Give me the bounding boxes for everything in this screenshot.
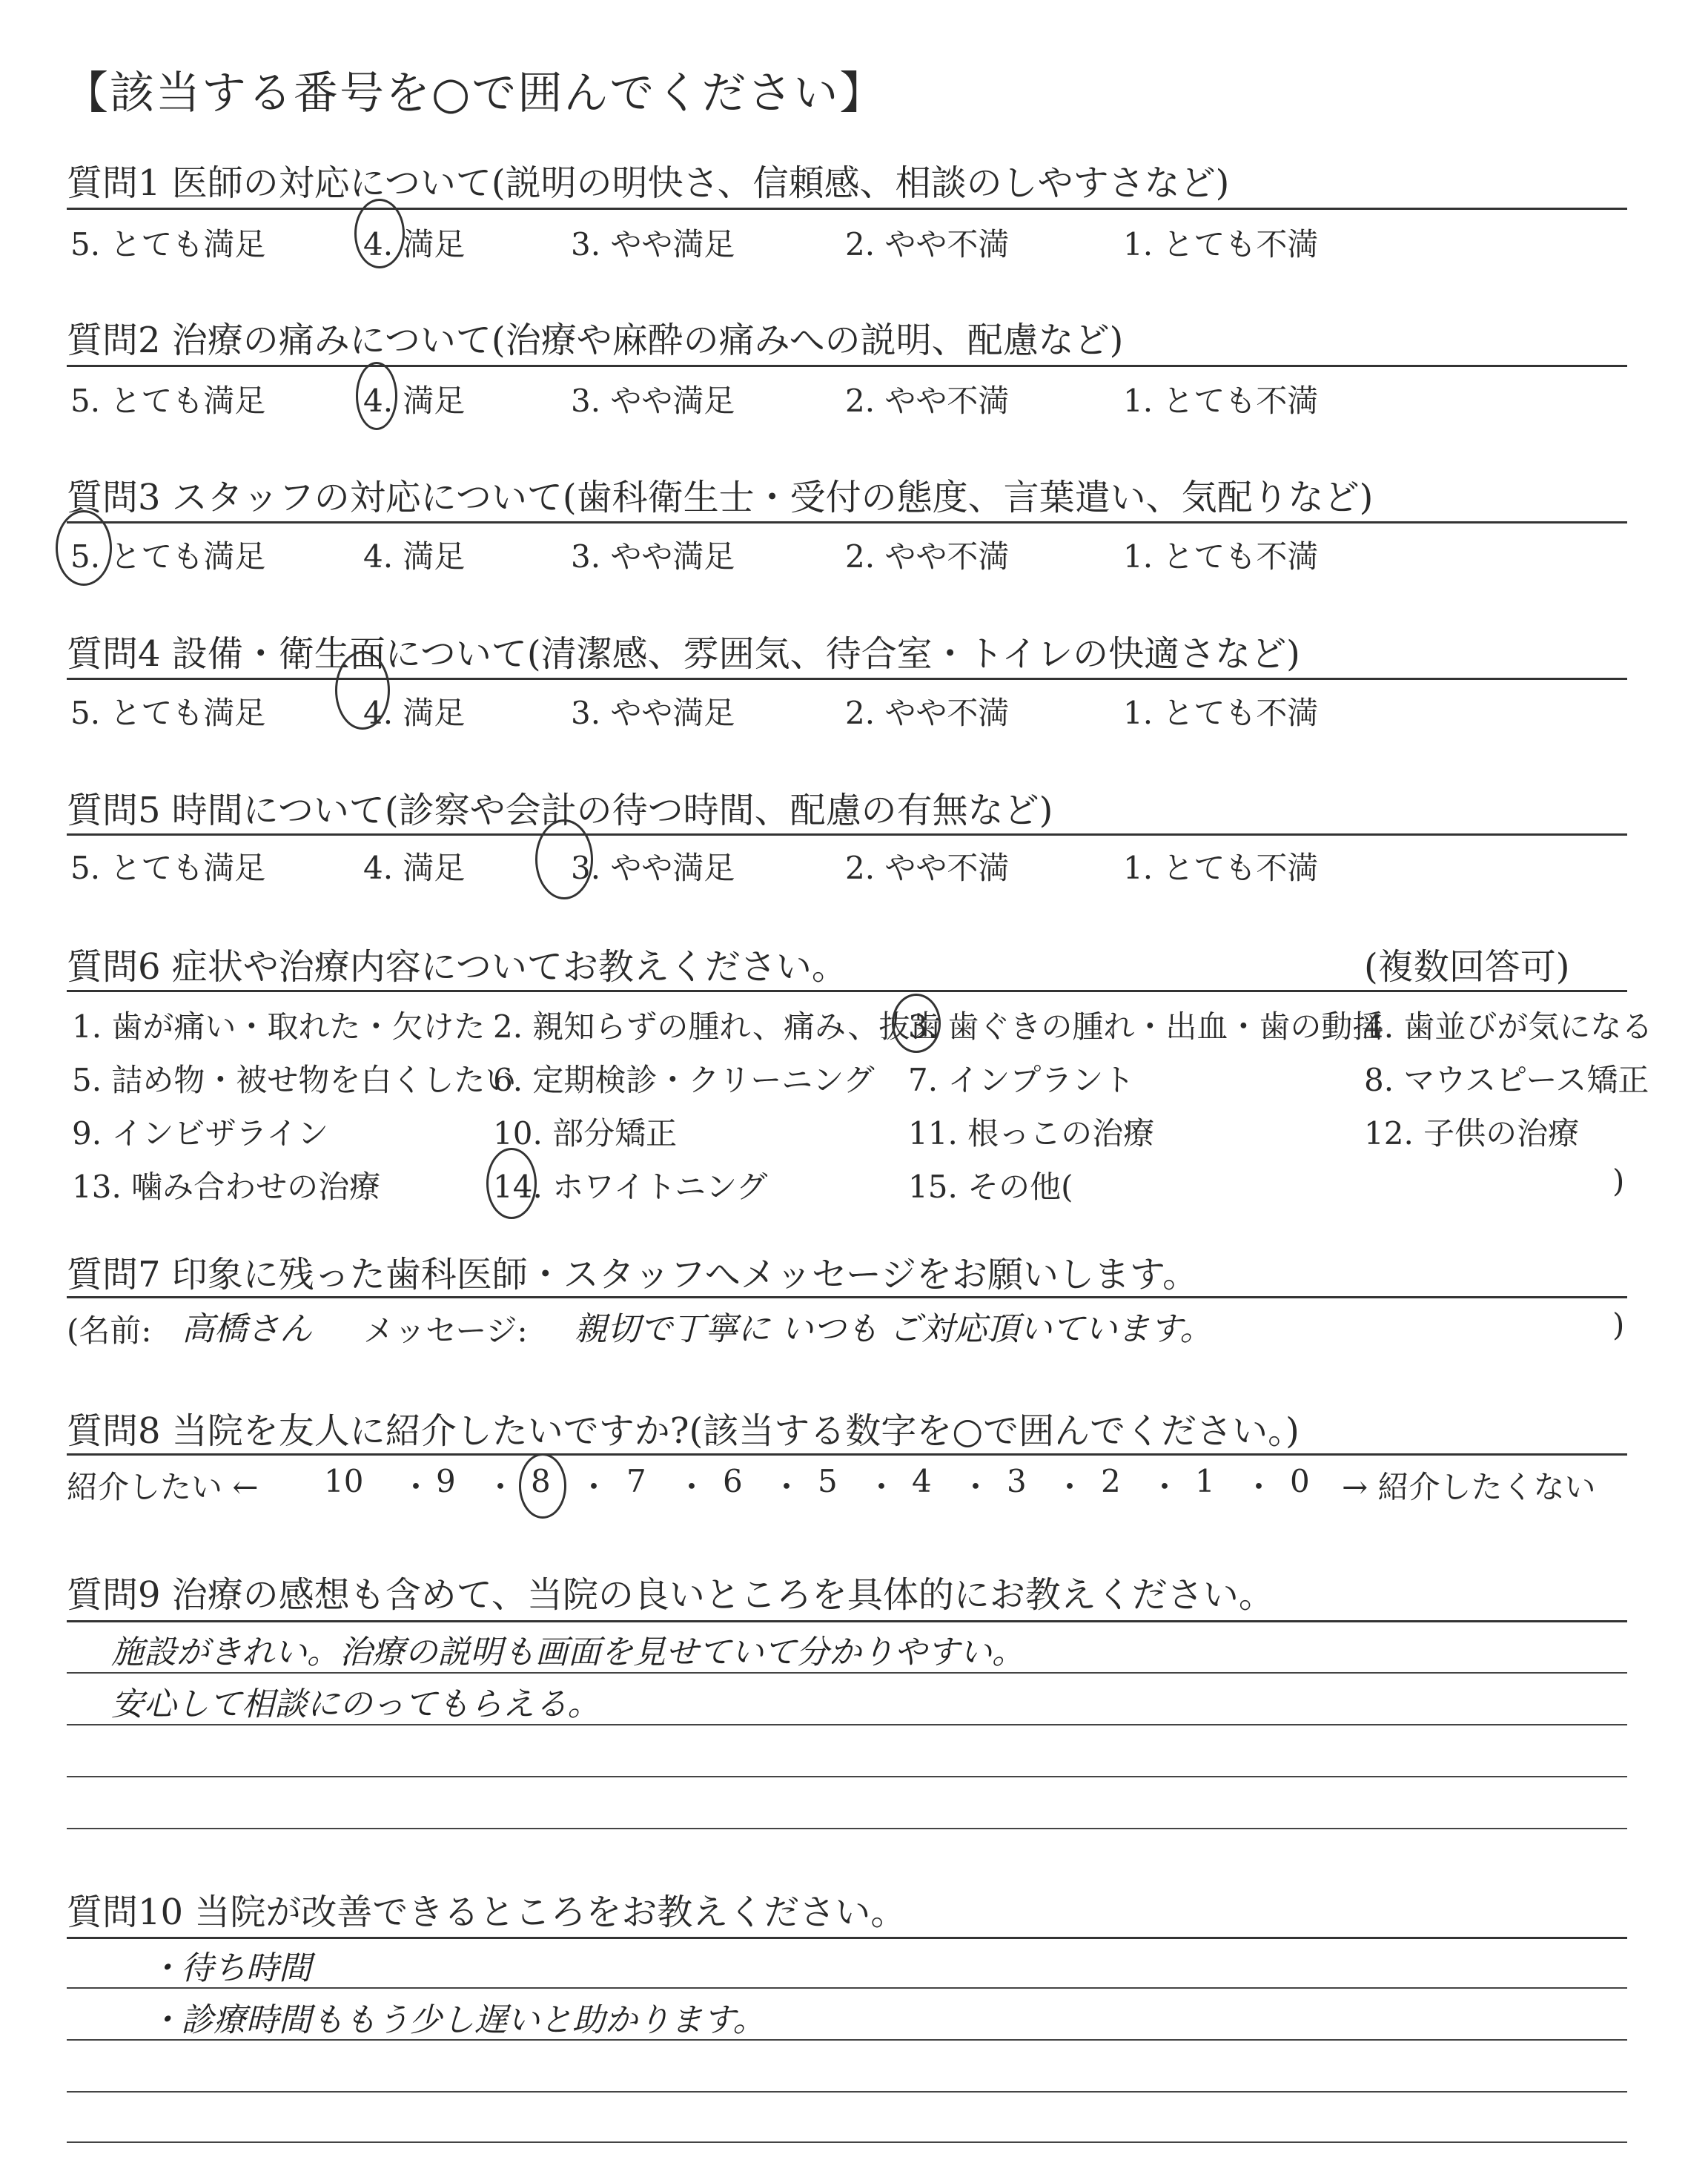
q3-option-4[interactable]: 4. 満足 [363, 538, 466, 575]
q6-option-8[interactable]: 8. マウスピース矯正 [1364, 1062, 1649, 1098]
q3-option-2[interactable]: 2. やや不満 [845, 538, 1010, 575]
q6-option-5[interactable]: 5. 詰め物・被せ物を白くしたい [72, 1062, 517, 1098]
q1-label: 質問1 医師の対応について(説明の明快さ、信頼感、相談のしやすさなど) [67, 162, 1230, 204]
q3-label: 質問3 スタッフの対応について(歯科衛生士・受付の態度、言葉遣い、気配りなど) [67, 477, 1374, 518]
q7-message-label: メッセージ: [363, 1312, 528, 1349]
q8-left-label: 紹介したい ← [67, 1469, 259, 1505]
q6-option-13[interactable]: 13. 噛み合わせの治療 [72, 1169, 381, 1205]
q8-scale-6[interactable]: 6 [723, 1463, 743, 1499]
q8-separator: ・ [1243, 1469, 1275, 1505]
q8-separator: ・ [485, 1469, 517, 1505]
q7-name-value[interactable]: 高橋さん [182, 1310, 312, 1348]
q8-separator: ・ [771, 1469, 803, 1505]
q8-separator: ・ [1054, 1469, 1086, 1505]
q3-option-5[interactable]: 5. とても満足 [70, 538, 266, 575]
q6-option-6[interactable]: 6. 定期検診・クリーニング [493, 1062, 875, 1098]
q7-name-label: (名前: [67, 1312, 152, 1349]
q8-selection-circle [519, 1453, 566, 1519]
q6-option-2[interactable]: 2. 親知らずの腫れ、痛み、抜歯 [493, 1008, 941, 1045]
q2-label: 質問2 治療の痛みについて(治療や麻酔の痛みへの説明、配慮など) [67, 320, 1124, 361]
q7-label: 質問7 印象に残った歯科医師・スタッフへメッセージをお願いします。 [67, 1254, 1199, 1295]
q8-separator: ・ [400, 1469, 432, 1505]
q2-option-5[interactable]: 5. とても満足 [70, 383, 266, 419]
q4-option-1[interactable]: 1. とても不満 [1123, 695, 1319, 731]
q5-rule [67, 833, 1627, 836]
q8-separator: ・ [676, 1469, 708, 1505]
q6-option-1[interactable]: 1. 歯が痛い・取れた・欠けた [72, 1008, 486, 1045]
q2-option-2[interactable]: 2. やや不満 [845, 383, 1010, 419]
q8-label: 質問8 当院を友人に紹介したいですか?(該当する数字を○で囲んでください。) [67, 1410, 1300, 1452]
q2-option-4[interactable]: 4. 満足 [363, 383, 466, 419]
q6-close-paren: ) [1612, 1163, 1625, 1199]
q9-answer-line-1[interactable]: 施設がきれい。治療の説明も画面を見せていて分かりやすい。 [111, 1634, 1025, 1671]
q5-option-1[interactable]: 1. とても不満 [1123, 850, 1319, 886]
q5-label: 質問5 時間について(診察や会計の待つ時間、配慮の有無など) [67, 790, 1053, 831]
q8-scale-4[interactable]: 4 [912, 1463, 932, 1499]
q5-option-4[interactable]: 4. 満足 [363, 850, 466, 886]
q6-selection-circle-14 [486, 1148, 537, 1219]
q2-option-3[interactable]: 3. やや満足 [571, 383, 735, 419]
q9-label: 質問9 治療の感想も含めて、当院の良いところを具体的にお教えください。 [67, 1574, 1274, 1616]
q2-option-1[interactable]: 1. とても不満 [1123, 383, 1319, 419]
q5-selection-circle [535, 819, 593, 899]
q10-answer-line [67, 2091, 1627, 2093]
q6-option-12[interactable]: 12. 子供の治療 [1364, 1115, 1580, 1152]
q8-rule [67, 1453, 1627, 1456]
q6-selection-circle-3 [892, 994, 941, 1053]
q8-scale-0[interactable]: 0 [1290, 1463, 1310, 1499]
q8-scale-10[interactable]: 10 [324, 1463, 364, 1499]
q10-rule [67, 1937, 1627, 1939]
q8-scale-8[interactable]: 8 [531, 1463, 551, 1499]
q7-rule [67, 1296, 1627, 1298]
q4-option-3[interactable]: 3. やや満足 [571, 695, 735, 731]
q7-message-value[interactable]: 親切で丁寧に いつも ご対応頂いています。 [575, 1310, 1213, 1348]
q2-rule [67, 365, 1627, 367]
q8-scale-3[interactable]: 3 [1007, 1463, 1027, 1499]
q5-option-3[interactable]: 3. やや満足 [571, 850, 735, 886]
q6-option-4[interactable]: 4. 歯並びが気になる [1364, 1008, 1653, 1045]
q1-selection-circle [354, 199, 405, 268]
q10-answer-line [67, 2141, 1627, 2143]
q9-rule [67, 1620, 1627, 1622]
q8-scale-2[interactable]: 2 [1101, 1463, 1121, 1499]
q8-separator: ・ [960, 1469, 992, 1505]
q9-answer-line-2[interactable]: 安心して相談にのってもらえる。 [111, 1685, 600, 1723]
q6-option-14[interactable]: 14. ホワイトニング [493, 1169, 768, 1205]
q1-rule [67, 208, 1627, 210]
q4-label: 質問4 設備・衛生面について(清潔感、雰囲気、待合室・トイレの快適さなど) [67, 633, 1300, 675]
page-title: 【該当する番号を○で囲んでください】 [64, 67, 886, 119]
q1-option-4[interactable]: 4. 満足 [363, 226, 466, 262]
q4-option-5[interactable]: 5. とても満足 [70, 695, 266, 731]
q6-option-3[interactable]: 3. 歯ぐきの腫れ・出血・歯の動揺 [908, 1008, 1384, 1045]
q5-option-5[interactable]: 5. とても満足 [70, 850, 266, 886]
q1-option-2[interactable]: 2. やや不満 [845, 226, 1010, 262]
q10-answer-line-1[interactable]: ・待ち時間 [148, 1949, 311, 1987]
q1-option-3[interactable]: 3. やや満足 [571, 226, 735, 262]
q6-option-10[interactable]: 10. 部分矯正 [493, 1115, 678, 1152]
q4-option-2[interactable]: 2. やや不満 [845, 695, 1010, 731]
q10-answer-line-2[interactable]: ・診療時間ももう少し遅いと助かります。 [148, 2001, 766, 2039]
q2-selection-circle [356, 362, 397, 430]
q6-label: 質問6 症状や治療内容についてお教えください。 [67, 946, 847, 988]
q6-option-9[interactable]: 9. インビザライン [72, 1115, 329, 1152]
q8-separator: ・ [866, 1469, 898, 1505]
q8-scale-1[interactable]: 1 [1195, 1463, 1215, 1499]
q6-rule [67, 990, 1627, 992]
q4-option-4[interactable]: 4. 満足 [363, 695, 466, 731]
q10-label: 質問10 当院が改善できるところをお教えください。 [67, 1892, 907, 1933]
q6-option-15[interactable]: 15. その他( [908, 1169, 1073, 1205]
q3-option-1[interactable]: 1. とても不満 [1123, 538, 1319, 575]
q8-right-label: → 紹介したくない [1342, 1469, 1596, 1505]
q5-option-2[interactable]: 2. やや不満 [845, 850, 1010, 886]
q8-scale-7[interactable]: 7 [626, 1463, 646, 1499]
q9-answer-line [67, 1776, 1627, 1777]
q6-option-11[interactable]: 11. 根っこの治療 [908, 1115, 1155, 1152]
q1-option-5[interactable]: 5. とても満足 [70, 226, 266, 262]
q8-separator: ・ [1149, 1469, 1181, 1505]
q6-option-7[interactable]: 7. インプラント [908, 1062, 1135, 1098]
q8-separator: ・ [578, 1469, 610, 1505]
q4-rule [67, 678, 1627, 680]
q3-rule [67, 521, 1627, 524]
q7-close-paren: ) [1612, 1307, 1625, 1343]
q8-scale-9[interactable]: 9 [436, 1463, 456, 1499]
q1-option-1[interactable]: 1. とても不満 [1123, 226, 1319, 262]
q4-selection-circle [335, 651, 390, 730]
q3-selection-circle [56, 510, 112, 586]
q6-note: (複数回答可) [1364, 946, 1570, 988]
q8-scale-5[interactable]: 5 [818, 1463, 838, 1499]
q3-option-3[interactable]: 3. やや満足 [571, 538, 735, 575]
q9-answer-line [67, 1828, 1627, 1829]
